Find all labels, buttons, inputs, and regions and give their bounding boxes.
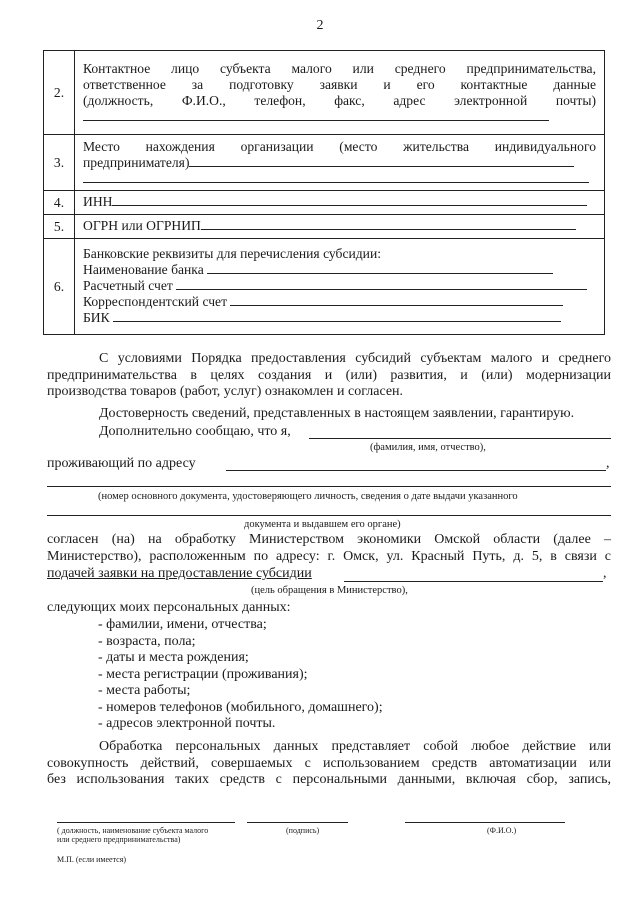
fio-input-line[interactable] [309, 438, 611, 439]
bik-input-line[interactable] [113, 310, 561, 322]
location-cell [75, 135, 605, 191]
inn-input-line[interactable] [112, 194, 587, 206]
para-line: совокупность действий, совершаемых с использованием средств автоматизации или [47, 755, 611, 771]
ogrn-input-line[interactable] [201, 218, 576, 230]
row-text: (должность, Ф.И.О., телефон, факс, адрес электронной почты) [83, 93, 596, 108]
signature-hint: (подпись) [286, 826, 320, 835]
additional-info-label: Дополнительно сообщаю, что я, [99, 424, 291, 439]
table-row [44, 239, 605, 335]
bank-name-label: Наименование банка [83, 262, 204, 277]
application-table [43, 50, 605, 335]
table-row [44, 135, 605, 191]
bank-name-input-line[interactable] [207, 262, 553, 274]
para-line: производства товаров (работ, услуг) ознакомлен и согласен. [47, 384, 404, 399]
para-line: согласен (на) на обработку Министерством экономики Омской области (далее – [47, 532, 611, 547]
stamp-place: М.П. (если имеется) [57, 855, 127, 864]
list-item: - места регистрации (проживания); [98, 666, 308, 682]
row-number: 5. [44, 215, 75, 239]
conditions-paragraph [47, 351, 611, 401]
document-hint-2: документа и выдавшем его органе) [244, 519, 401, 530]
reliability-statement: Достоверность сведений, представленных в настоящем заявлении, гарантирую. [99, 406, 575, 421]
row-text: Банковские реквизиты для перечисления субсидии: [83, 246, 382, 261]
personal-data-list [98, 617, 383, 733]
table-row [44, 191, 605, 215]
fio-signature-line[interactable] [405, 822, 565, 823]
purpose-hint: (цель обращения в Министерство), [251, 585, 408, 596]
para-line: Обработка персональных данных представляет собой любое действие или [99, 739, 611, 754]
para-line: предпринимательства в целях создания и (или) развития, и (или) модернизации [47, 367, 611, 383]
row-number: 6. [44, 239, 75, 335]
page-number: 2 [316, 18, 324, 33]
position-signature-line[interactable] [57, 822, 235, 823]
purpose-input-line[interactable] [344, 581, 603, 582]
corr-account-input-line[interactable] [230, 294, 563, 306]
comma: , [603, 566, 607, 581]
address-input-line-2[interactable] [47, 486, 611, 487]
fio-hint: (фамилия, имя, отчество), [370, 442, 486, 453]
ogrn-label: ОГРН или ОГРНИП [83, 218, 201, 233]
row-text: Контактное лицо субъекта малого или среднего предпринимательства, [83, 61, 596, 76]
list-item: - номеров телефонов (мобильного, домашнего); [98, 699, 383, 715]
account-input-line[interactable] [176, 278, 587, 290]
row-number: 3. [44, 135, 75, 191]
contact-person-cell [75, 51, 605, 135]
table-row [44, 215, 605, 239]
purpose-text: подачей заявки на предоставление субсидии [47, 566, 312, 581]
consent-paragraph [47, 532, 611, 565]
list-item: - места работы; [98, 683, 191, 698]
row-text: предпринимателя) [83, 155, 190, 170]
account-label: Расчетный счет [83, 278, 173, 293]
row-number: 2. [44, 51, 75, 135]
location-input-line[interactable] [189, 155, 574, 167]
row-text: ответственное за подготовку заявки и его контактные данные [83, 77, 596, 92]
document-input-line[interactable] [47, 515, 611, 516]
row-text: Место нахождения организации (место жительства индивидуального [83, 139, 596, 154]
address-input-line[interactable] [226, 470, 606, 471]
hint-line: или среднего предпринимательства) [57, 835, 181, 844]
comma: , [606, 456, 610, 471]
list-item: - даты и места рождения; [98, 650, 249, 665]
processing-paragraph [47, 739, 611, 789]
row-number: 4. [44, 191, 75, 215]
hint-line: ( должность, наименование субъекта малого [57, 826, 209, 835]
document-hint: (номер основного документа, удостоверяющего личность, сведения о дате выдачи указанного [98, 491, 518, 502]
bank-details-cell [75, 239, 605, 335]
location-input-line-2[interactable] [83, 171, 589, 183]
inn-label: ИНН [83, 194, 113, 209]
para-line: без использования таких средств с персональными данными, включая сбор, запись, [47, 772, 611, 787]
list-item: - фамилии, имени, отчества; [98, 617, 267, 632]
contact-input-line[interactable] [83, 109, 549, 121]
fio-sign-hint: (Ф.И.О.) [487, 826, 517, 835]
list-item: - возраста, пола; [98, 633, 196, 649]
list-item: - адресов электронной почты. [98, 716, 276, 731]
inn-cell [75, 191, 605, 215]
list-intro: следующих моих персональных данных: [47, 600, 291, 615]
para-line: Министерство), расположенным по адресу: г. Омск, ул. Красный Путь, д. 5, в связи с [47, 548, 611, 564]
ogrn-cell [75, 215, 605, 239]
position-hint [57, 826, 208, 844]
table-row [44, 51, 605, 135]
corr-account-label: Корреспондентский счет [83, 294, 228, 309]
para-line: С условиями Порядка предоставления субсидий субъектам малого и среднего [99, 351, 611, 366]
address-label: проживающий по адресу [47, 456, 196, 471]
bik-label: БИК [83, 310, 110, 325]
signature-line[interactable] [247, 822, 348, 823]
